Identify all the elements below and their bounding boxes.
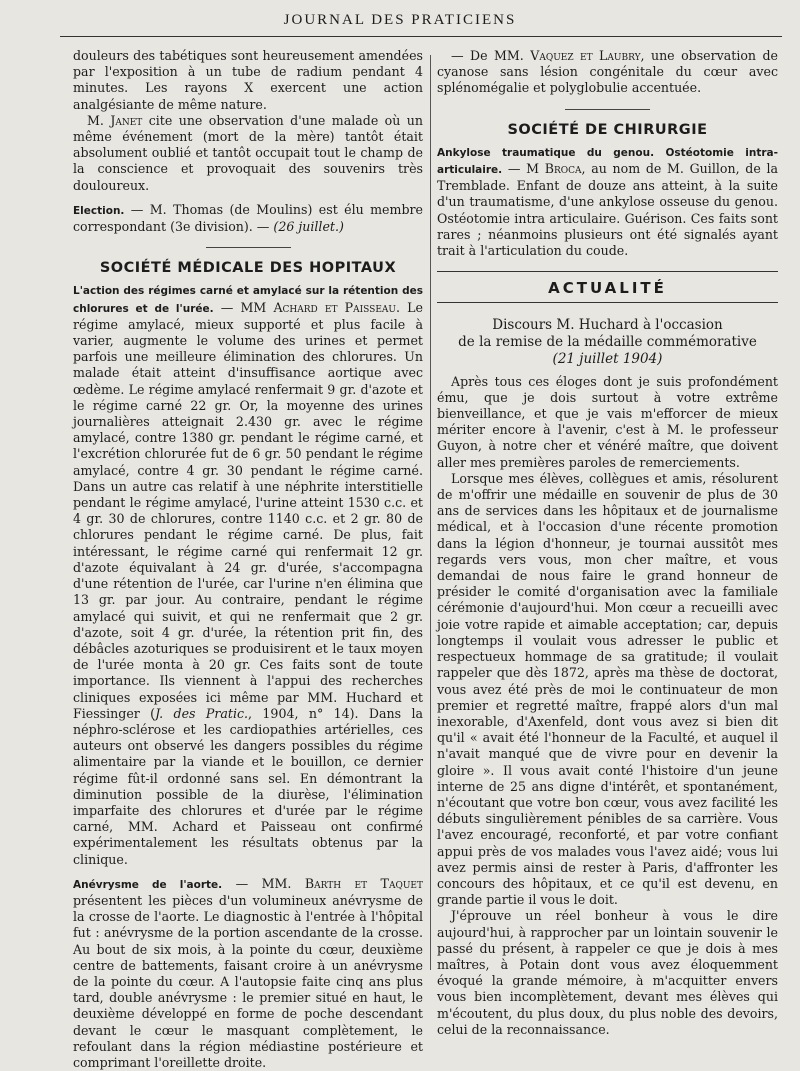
journal-header: JOURNAL DES PRATICIENS: [283, 12, 517, 28]
tabes-paragraph: douleurs des tabétiques sont heureusement amendées par l'exposition à un tube de radium pendant 4 minutes. Les rayons X exercent une action analgésiante de même nature.: [73, 48, 423, 112]
anevrysme-authors: Barth et Taquet: [304, 875, 423, 891]
section-rule: [565, 109, 650, 110]
actualite-banner: [437, 271, 778, 303]
anevrysme-authors-prefix: — MM.: [222, 875, 305, 891]
header-rule: [60, 36, 782, 37]
regime-authors: Achard et Paisseau.: [273, 299, 401, 315]
election-paragraph: [73, 202, 423, 235]
election-lead: Election.: [73, 204, 125, 217]
vaquez-prefix: — De MM.: [451, 48, 531, 63]
vaquez-authors: Vaquez et Laubry: [530, 48, 641, 63]
regime-text: Le régime amylacé, mieux supporté et plus facile à varier, augmente le volume des urines et permet parfois une meilleure élimination des chlorures. Un malade était atteint d'insuffisance aortique avec œdème. Le régime amylacé renfermait 9 gr. d'azote et le régime carné 22 gr. Or, la moyenne des urines journalières atteignait 2.430 gr. avec le régime amylacé, contre 1380 gr. pendant le régime carné, et l'excrétion chlorurée fut de 6 gr. 50 pendant le régime amylacé, contre 4 gr. 30 pendant le régime carné. Dans un autre cas relatif à une néphrite interstitielle pendant le régime amylacé, l'urine atteint 1530 c.c. et 4 gr. 30 de chlorures, contre 1140 c.c. et 2 gr. 80 de chlorures pendant le régime carné. De plus, fait intéressant, le régime carné qui renfermait 12 gr. d'azote équivalant à 24 gr. d'urée, s'accompagna d'une rétention de l'urée, car l'urine n'en élimina que 13 gr. par jour. Au contraire, pendant le régime amylacé qui suivit, et qui ne renfermait que 2 gr. d'azote, soit 4 gr. d'urée, la rétention prit fin, des débâcles azoturiques se produisirent et le taux moyen de l'urée monta à 20 gr. Ces faits sont de toute importance. Ils viennent à l'appui des recherches cliniques exposées ici même par MM. Huchard et Fiessinger (: [73, 299, 423, 721]
right-column: [437, 48, 778, 1038]
speech-paragraph-2: Lorsque mes élèves, collègues et amis, résolurent de m'offrir une médaille en souvenir de plus de 30 ans de services dans les hôpitaux et de journalisme médical, et à l'occasion d'une récente promotion dans la légion d'honneur, je tournai aussitôt mes regards vers vous, mon cher maître, et vous demandai de nous faire le grand honneur de présider le comité d'organisation avec la familiale cérémonie d'aujourd'hui. Mon cœur a recueilli avec joie votre rapide et aimable acceptation; car, depuis longtemps il voulait vous adresser le public et respectueux hommage de sa gratitude; il voulait rappeler que dès 1872, après ma thèse de doctorat, vous avez été près de moi le continuateur de mon premier et regretté maître, frappé alors d'un mal inexorable, d'Axenfeld, dont vous avez si bien dit qu'il « avait été l'honneur de la Faculté, et auquel il n'avait manqué que de vivre pour en devenir la gloire ». Il vous avait conté l'histoire d'un jeune interne de 25 ans digne d'intérêt, et spontanément, n'écoutant que votre bon cœur, vous avez facilité les débuts singulièrement pénibles de sa carrière. Vous l'avez encouragé, reconforté, et par votre confiant appui près de vos malades vous l'avez aidé; vous lui avez permis ainsi de rester à Paris, d'affronter les concours des hôpitaux, et ce qu'il est devenu, en grande partie il vous le doit.: [437, 470, 778, 908]
ankylose-author: Broca: [544, 161, 582, 177]
regime-lead: L'action des régimes carné et amylacé sur la rétention des chlorures et de l'urée.: [73, 285, 423, 315]
speech-date: (21 juillet 1904): [552, 351, 663, 368]
ankylose-lead: Ankylose traumatique du genou. Ostéotomie intra-articulaire.: [437, 146, 778, 177]
vaquez-text: , une observation de cyanose sans lésion congénitale du cœur avec splénomégalie et polyglobulie accentuée.: [437, 48, 778, 96]
column-divider: [430, 55, 431, 970]
section-title-medicale: SOCIÉTÉ MÉDICALE DES HOPITAUX: [99, 260, 397, 277]
speech-paragraph-1: Après tous ces éloges dont je suis profondément ému, que je dois surtout à votre extrême bienveillance, et que je vais m'efforcer de mieux mériter encore à l'avenir, c'est à M. le professeur Guyon, à notre cher et vénéré maître, que doivent aller mes premières paroles de remerciements.: [437, 373, 778, 470]
janet-prefix: M.: [87, 112, 111, 128]
ankylose-paragraph: [437, 144, 778, 259]
section-rule: [206, 247, 291, 248]
actualite-title: ACTUALITÉ: [548, 279, 667, 298]
vaquez-paragraph: [437, 48, 778, 97]
anevrysme-text: présentent les pièces d'un volumineux anévrysme de la crosse de l'aorte. Le diagnostic à l'entrée à l'hôpital fut : anévrysme de la portion ascendante de la crosse. Au bout de six mois, à la pointe du cœur, deuxième centre de battements, faisant croire à un anévrysme de la pointe du cœur. A l'autopsie faite cinq ans plus tard, double anévrysme : le premier situé en haut, le deuxième développé en forme de poche descendant devant le cœur le masquant complètement, le refoulant dans la région médiastine postérieure et comprimant l'oreillette droite.: [73, 892, 423, 1070]
election-date: (26 juillet.): [273, 219, 344, 235]
speech-paragraph-3: J'éprouve un réel bonheur à vous le dire aujourd'hui, à rapprocher par un lointain souvenir le passé du présent, à rappeler ce que je dois à mes maîtres, à Potain dont vous avez éloquemment évoqué la grande mémoire, à m'acquitter envers vous bien incomplètement, devant mes élèves qui m'écoutent, du plus doux, du plus noble des devoirs, celui de la reconnaissance.: [437, 908, 778, 1037]
janet-paragraph: [73, 113, 423, 194]
section-title-chirurgie: SOCIÉTÉ DE CHIRURGIE: [507, 121, 708, 138]
anevrysme-lead: Anévrysme de l'aorte.: [73, 878, 223, 891]
janet-name: Janet: [110, 112, 143, 128]
left-column: [73, 48, 423, 1071]
regime-text-2: , 1904, n° 14). Dans la néphro-sclérose et les cardiopathies artérielles, ces auteurs ont observé les dangers possibles du régime alimentaire par la viande et le bouillon, ce dernier régime fût-il ordonné sans sel. En démontrant la diminution possible de la diurèse, l'élimination imparfaite des chlorures et d'urée par le régime carné, MM. Achard et Paisseau ont confirmé expérimentalement les résultats obtenus par la clinique.: [73, 705, 423, 867]
speech-title-line-2: de la remise de la médaille commémorative: [458, 334, 757, 351]
regime-paragraph: [73, 282, 423, 867]
election-text: — M. Thomas (de Moulins) est élu membre correspondant (3e division). —: [73, 201, 423, 235]
ankylose-prefix: — M: [502, 161, 545, 177]
janet-text: cite une observation d'une malade où un même événement (mort de la mère) tantôt était absolument oublié et tantôt occupait tout le champ de la conscience et provoquait des souvenirs très douloureux.: [73, 112, 423, 193]
speech-title-line-1: Discours M. Huchard à l'occasion: [492, 317, 723, 334]
ankylose-text: , au nom de M. Guillon, de la Tremblade. Enfant de douze ans atteint, à la suite d'un traumatisme, d'une ankylose osseuse du genou. Ostéotomie intra articulaire. Guérison. Ces faits sont rares ; néanmoins plusieurs ont été signalés ayant trait à l'articulation du coude.: [437, 161, 779, 259]
actualite-rule-bottom: [437, 302, 778, 303]
regime-citation: J. des Pratic.: [155, 705, 249, 721]
anevrysme-paragraph: [73, 876, 423, 1071]
regime-authors-prefix: — MM: [213, 299, 274, 315]
